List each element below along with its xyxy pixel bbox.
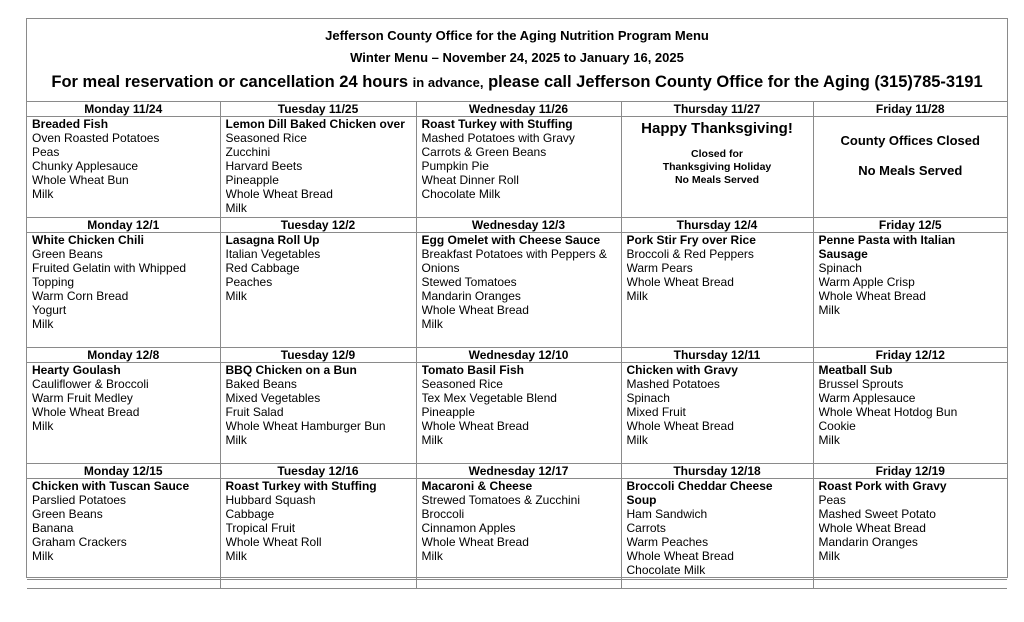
menu-item: Peas xyxy=(818,493,846,507)
entree: Hearty Goulash xyxy=(32,363,121,377)
holiday-headline: Happy Thanksgiving! xyxy=(641,120,793,137)
reservation-text-b: in advance, xyxy=(412,75,484,90)
day-header: Tuesday 11/25 xyxy=(220,102,416,117)
meal-cell xyxy=(621,479,813,580)
menu-item: Whole Wheat Bread xyxy=(421,419,529,433)
day-header-row xyxy=(27,102,1007,117)
entree-continued: Sausage xyxy=(818,247,868,261)
entree: Lasagna Roll Up xyxy=(225,233,320,247)
menu-item: Mandarin Oranges xyxy=(421,289,521,303)
day-header: Monday 12/15 xyxy=(27,464,220,479)
menu-header xyxy=(27,19,1007,102)
day-header: Wednesday 12/17 xyxy=(416,464,621,479)
menu-item: Red Cabbage xyxy=(225,261,300,275)
menu-item: Milk xyxy=(225,289,247,303)
entree: Tomato Basil Fish xyxy=(421,363,524,377)
menu-item: Milk xyxy=(818,433,840,447)
menu-item: Milk xyxy=(421,549,443,563)
menu-item: Seasoned Rice xyxy=(421,377,503,391)
menu-item: Milk xyxy=(32,419,54,433)
menu-item: Brussel Sprouts xyxy=(818,377,904,391)
menu-item: Whole Wheat Hamburger Bun xyxy=(225,419,386,433)
menu-item: Milk xyxy=(225,549,247,563)
menu-item: Stewed Tomatoes xyxy=(421,275,517,289)
menu-item: Cinnamon Apples xyxy=(421,521,516,535)
menu-item: Green Beans xyxy=(32,507,103,521)
menu-item: Ham Sandwich xyxy=(626,507,708,521)
menu-item: Whole Wheat Hotdog Bun xyxy=(818,405,958,419)
menu-item: Milk xyxy=(626,289,648,303)
day-header: Monday 11/24 xyxy=(27,102,220,117)
entree: Egg Omelet with Cheese Sauce xyxy=(421,233,601,247)
day-header: Friday 12/5 xyxy=(813,218,1007,233)
meal-cell xyxy=(813,363,1007,464)
menu-item: Zucchini xyxy=(225,145,271,159)
day-header: Thursday 12/4 xyxy=(621,218,813,233)
footer-cell xyxy=(27,580,220,589)
menu-item: Milk xyxy=(818,303,840,317)
menu-item: Fruited Gelatin with Whipped xyxy=(32,261,187,275)
menu-item: Pineapple xyxy=(421,405,475,419)
entree-continued: Soup xyxy=(626,493,657,507)
menu-item: Mashed Potatoes with Gravy xyxy=(421,131,575,145)
menu-item: Mixed Fruit xyxy=(626,405,686,419)
menu-item: Oven Roasted Potatoes xyxy=(32,131,160,145)
holiday-no-meals-line: No Meals Served xyxy=(674,174,760,186)
menu-item: Yogurt xyxy=(32,303,67,317)
menu-item: Milk xyxy=(225,201,247,215)
day-header: Thursday 11/27 xyxy=(621,102,813,117)
meal-row xyxy=(27,363,1007,464)
menu-item: Parslied Potatoes xyxy=(32,493,127,507)
entree: Roast Pork with Gravy xyxy=(818,479,947,493)
menu-item: Banana xyxy=(32,521,74,535)
menu-item: Cookie xyxy=(818,419,856,433)
meal-row xyxy=(27,117,1007,218)
day-header: Wednesday 12/3 xyxy=(416,218,621,233)
day-header-row xyxy=(27,218,1007,233)
menu-item: Milk xyxy=(421,317,443,331)
menu-item: Fruit Salad xyxy=(225,405,284,419)
meal-cell xyxy=(220,363,416,464)
menu-item: Warm Pears xyxy=(626,261,693,275)
menu-item: Whole Wheat Bread xyxy=(225,187,333,201)
day-header: Friday 11/28 xyxy=(813,102,1007,117)
meal-cell xyxy=(220,479,416,580)
meal-cell xyxy=(27,117,220,218)
menu-item: Warm Peaches xyxy=(626,535,709,549)
menu-item: Carrots xyxy=(626,521,666,535)
menu-item: Baked Beans xyxy=(225,377,297,391)
meal-cell xyxy=(416,117,621,218)
menu-item: Spinach xyxy=(818,261,862,275)
menu-item: Whole Wheat Bread xyxy=(818,521,926,535)
day-header: Friday 12/12 xyxy=(813,348,1007,363)
footer-cell xyxy=(416,580,621,589)
menu-item: Warm Corn Bread xyxy=(32,289,129,303)
meal-cell xyxy=(416,363,621,464)
menu-item: Spinach xyxy=(626,391,670,405)
menu-item: Chocolate Milk xyxy=(626,563,706,577)
meal-cell xyxy=(27,363,220,464)
menu-item: Warm Applesauce xyxy=(818,391,916,405)
day-header: Wednesday 11/26 xyxy=(416,102,621,117)
menu-item: Milk xyxy=(32,187,54,201)
menu-item: Hubbard Squash xyxy=(225,493,316,507)
menu-item: Tex Mex Vegetable Blend xyxy=(421,391,557,405)
day-header-row xyxy=(27,348,1007,363)
meal-row xyxy=(27,233,1007,348)
day-header: Wednesday 12/10 xyxy=(416,348,621,363)
menu-item: Mandarin Oranges xyxy=(818,535,918,549)
reservation-text-c: please call Jefferson County Office for the Aging (315)785-3191 xyxy=(488,73,983,91)
menu-item: Warm Fruit Medley xyxy=(32,391,133,405)
menu-item: Breakfast Potatoes with Peppers & xyxy=(421,247,607,261)
menu-item: Whole Wheat Bun xyxy=(32,173,129,187)
menu-item: Milk xyxy=(626,433,648,447)
offices-closed-line: County Offices Closed xyxy=(840,133,980,148)
menu-item: Mashed Potatoes xyxy=(626,377,720,391)
menu-item: Milk xyxy=(32,549,54,563)
meal-cell xyxy=(813,479,1007,580)
menu-item: Harvard Beets xyxy=(225,159,303,173)
menu-item: Milk xyxy=(421,433,443,447)
menu-item: Pumpkin Pie xyxy=(421,159,489,173)
menu-item: Peaches xyxy=(225,275,273,289)
menu-item: Mixed Vegetables xyxy=(225,391,321,405)
meal-cell xyxy=(416,233,621,348)
menu-item: Tropical Fruit xyxy=(225,521,296,535)
entree: Breaded Fish xyxy=(32,117,109,131)
reservation-notice xyxy=(27,72,1007,92)
footer-cell xyxy=(220,580,416,589)
meal-row xyxy=(27,479,1007,580)
entree: Lemon Dill Baked Chicken over xyxy=(225,117,405,131)
holiday-cell-friday xyxy=(813,117,1007,218)
meal-cell xyxy=(621,233,813,348)
day-header: Monday 12/8 xyxy=(27,348,220,363)
menu-item: Whole Wheat Bread xyxy=(818,289,926,303)
footer-cell xyxy=(813,580,1007,589)
menu-item: Cabbage xyxy=(225,507,275,521)
menu-item: Whole Wheat Bread xyxy=(626,275,734,289)
menu-item: Whole Wheat Bread xyxy=(626,549,734,563)
menu-item: Graham Crackers xyxy=(32,535,127,549)
entree: Pork Stir Fry over Rice xyxy=(626,233,756,247)
menu-item: Cauliflower & Broccoli xyxy=(32,377,149,391)
menu-item: Green Beans xyxy=(32,247,103,261)
day-header: Tuesday 12/2 xyxy=(220,218,416,233)
menu-item: Whole Wheat Bread xyxy=(421,535,529,549)
meal-cell xyxy=(621,363,813,464)
menu-item: Warm Apple Crisp xyxy=(818,275,915,289)
day-header: Tuesday 12/9 xyxy=(220,348,416,363)
menu-subtitle: Winter Menu – November 24, 2025 to January 16, 2025 xyxy=(350,50,684,65)
menu-item: Mashed Sweet Potato xyxy=(818,507,936,521)
menu-item: Pineapple xyxy=(225,173,279,187)
menu-title: Jefferson County Office for the Aging Nutrition Program Menu xyxy=(325,28,709,43)
holiday-name-line: Thanksgiving Holiday xyxy=(662,161,772,173)
no-meals-line: No Meals Served xyxy=(858,163,963,178)
meal-cell xyxy=(220,233,416,348)
footer-row xyxy=(27,580,1007,589)
menu-item: Whole Wheat Bread xyxy=(421,303,529,317)
menu-item: Broccoli & Red Peppers xyxy=(626,247,754,261)
meal-cell xyxy=(416,479,621,580)
entree: BBQ Chicken on a Bun xyxy=(225,363,357,377)
entree: Macaroni & Cheese xyxy=(421,479,533,493)
day-header-row xyxy=(27,464,1007,479)
entree: White Chicken Chili xyxy=(32,233,145,247)
menu-item: Milk xyxy=(32,317,54,331)
menu-item: Wheat Dinner Roll xyxy=(421,173,519,187)
menu-item: Onions xyxy=(421,261,460,275)
meal-cell xyxy=(27,479,220,580)
holiday-cell-thursday xyxy=(621,117,813,218)
entree: Meatball Sub xyxy=(818,363,893,377)
entree: Penne Pasta with Italian xyxy=(818,233,956,247)
meal-cell xyxy=(220,117,416,218)
menu-item: Whole Wheat Roll xyxy=(225,535,322,549)
day-header: Thursday 12/11 xyxy=(621,348,813,363)
footer-cell xyxy=(621,580,813,589)
menu-item: Peas xyxy=(32,145,60,159)
entree: Roast Turkey with Stuffing xyxy=(421,117,573,131)
entree: Chicken with Tuscan Sauce xyxy=(32,479,190,493)
menu-item: Broccoli xyxy=(421,507,465,521)
menu-item: Topping xyxy=(32,275,75,289)
day-header: Tuesday 12/16 xyxy=(220,464,416,479)
menu-item: Strewed Tomatoes & Zucchini xyxy=(421,493,581,507)
menu-item: Milk xyxy=(225,433,247,447)
entree: Broccoli Cheddar Cheese xyxy=(626,479,773,493)
menu-item: Whole Wheat Bread xyxy=(32,405,140,419)
entree: Chicken with Gravy xyxy=(626,363,738,377)
menu-table xyxy=(27,102,1007,589)
menu-item: Italian Vegetables xyxy=(225,247,321,261)
menu-sheet xyxy=(26,18,1008,578)
menu-item: Chocolate Milk xyxy=(421,187,501,201)
day-header: Friday 12/19 xyxy=(813,464,1007,479)
menu-item: Milk xyxy=(818,549,840,563)
holiday-closed-line: Closed for xyxy=(691,148,743,160)
menu-item: Seasoned Rice xyxy=(225,131,307,145)
meal-cell xyxy=(27,233,220,348)
entree: Roast Turkey with Stuffing xyxy=(225,479,377,493)
menu-item: Carrots & Green Beans xyxy=(421,145,547,159)
day-header: Thursday 12/18 xyxy=(621,464,813,479)
day-header: Monday 12/1 xyxy=(27,218,220,233)
reservation-text-a: For meal reservation or cancellation 24 hours xyxy=(51,73,409,91)
meal-cell xyxy=(813,233,1007,348)
menu-item: Chunky Applesauce xyxy=(32,159,139,173)
menu-item: Whole Wheat Bread xyxy=(626,419,734,433)
